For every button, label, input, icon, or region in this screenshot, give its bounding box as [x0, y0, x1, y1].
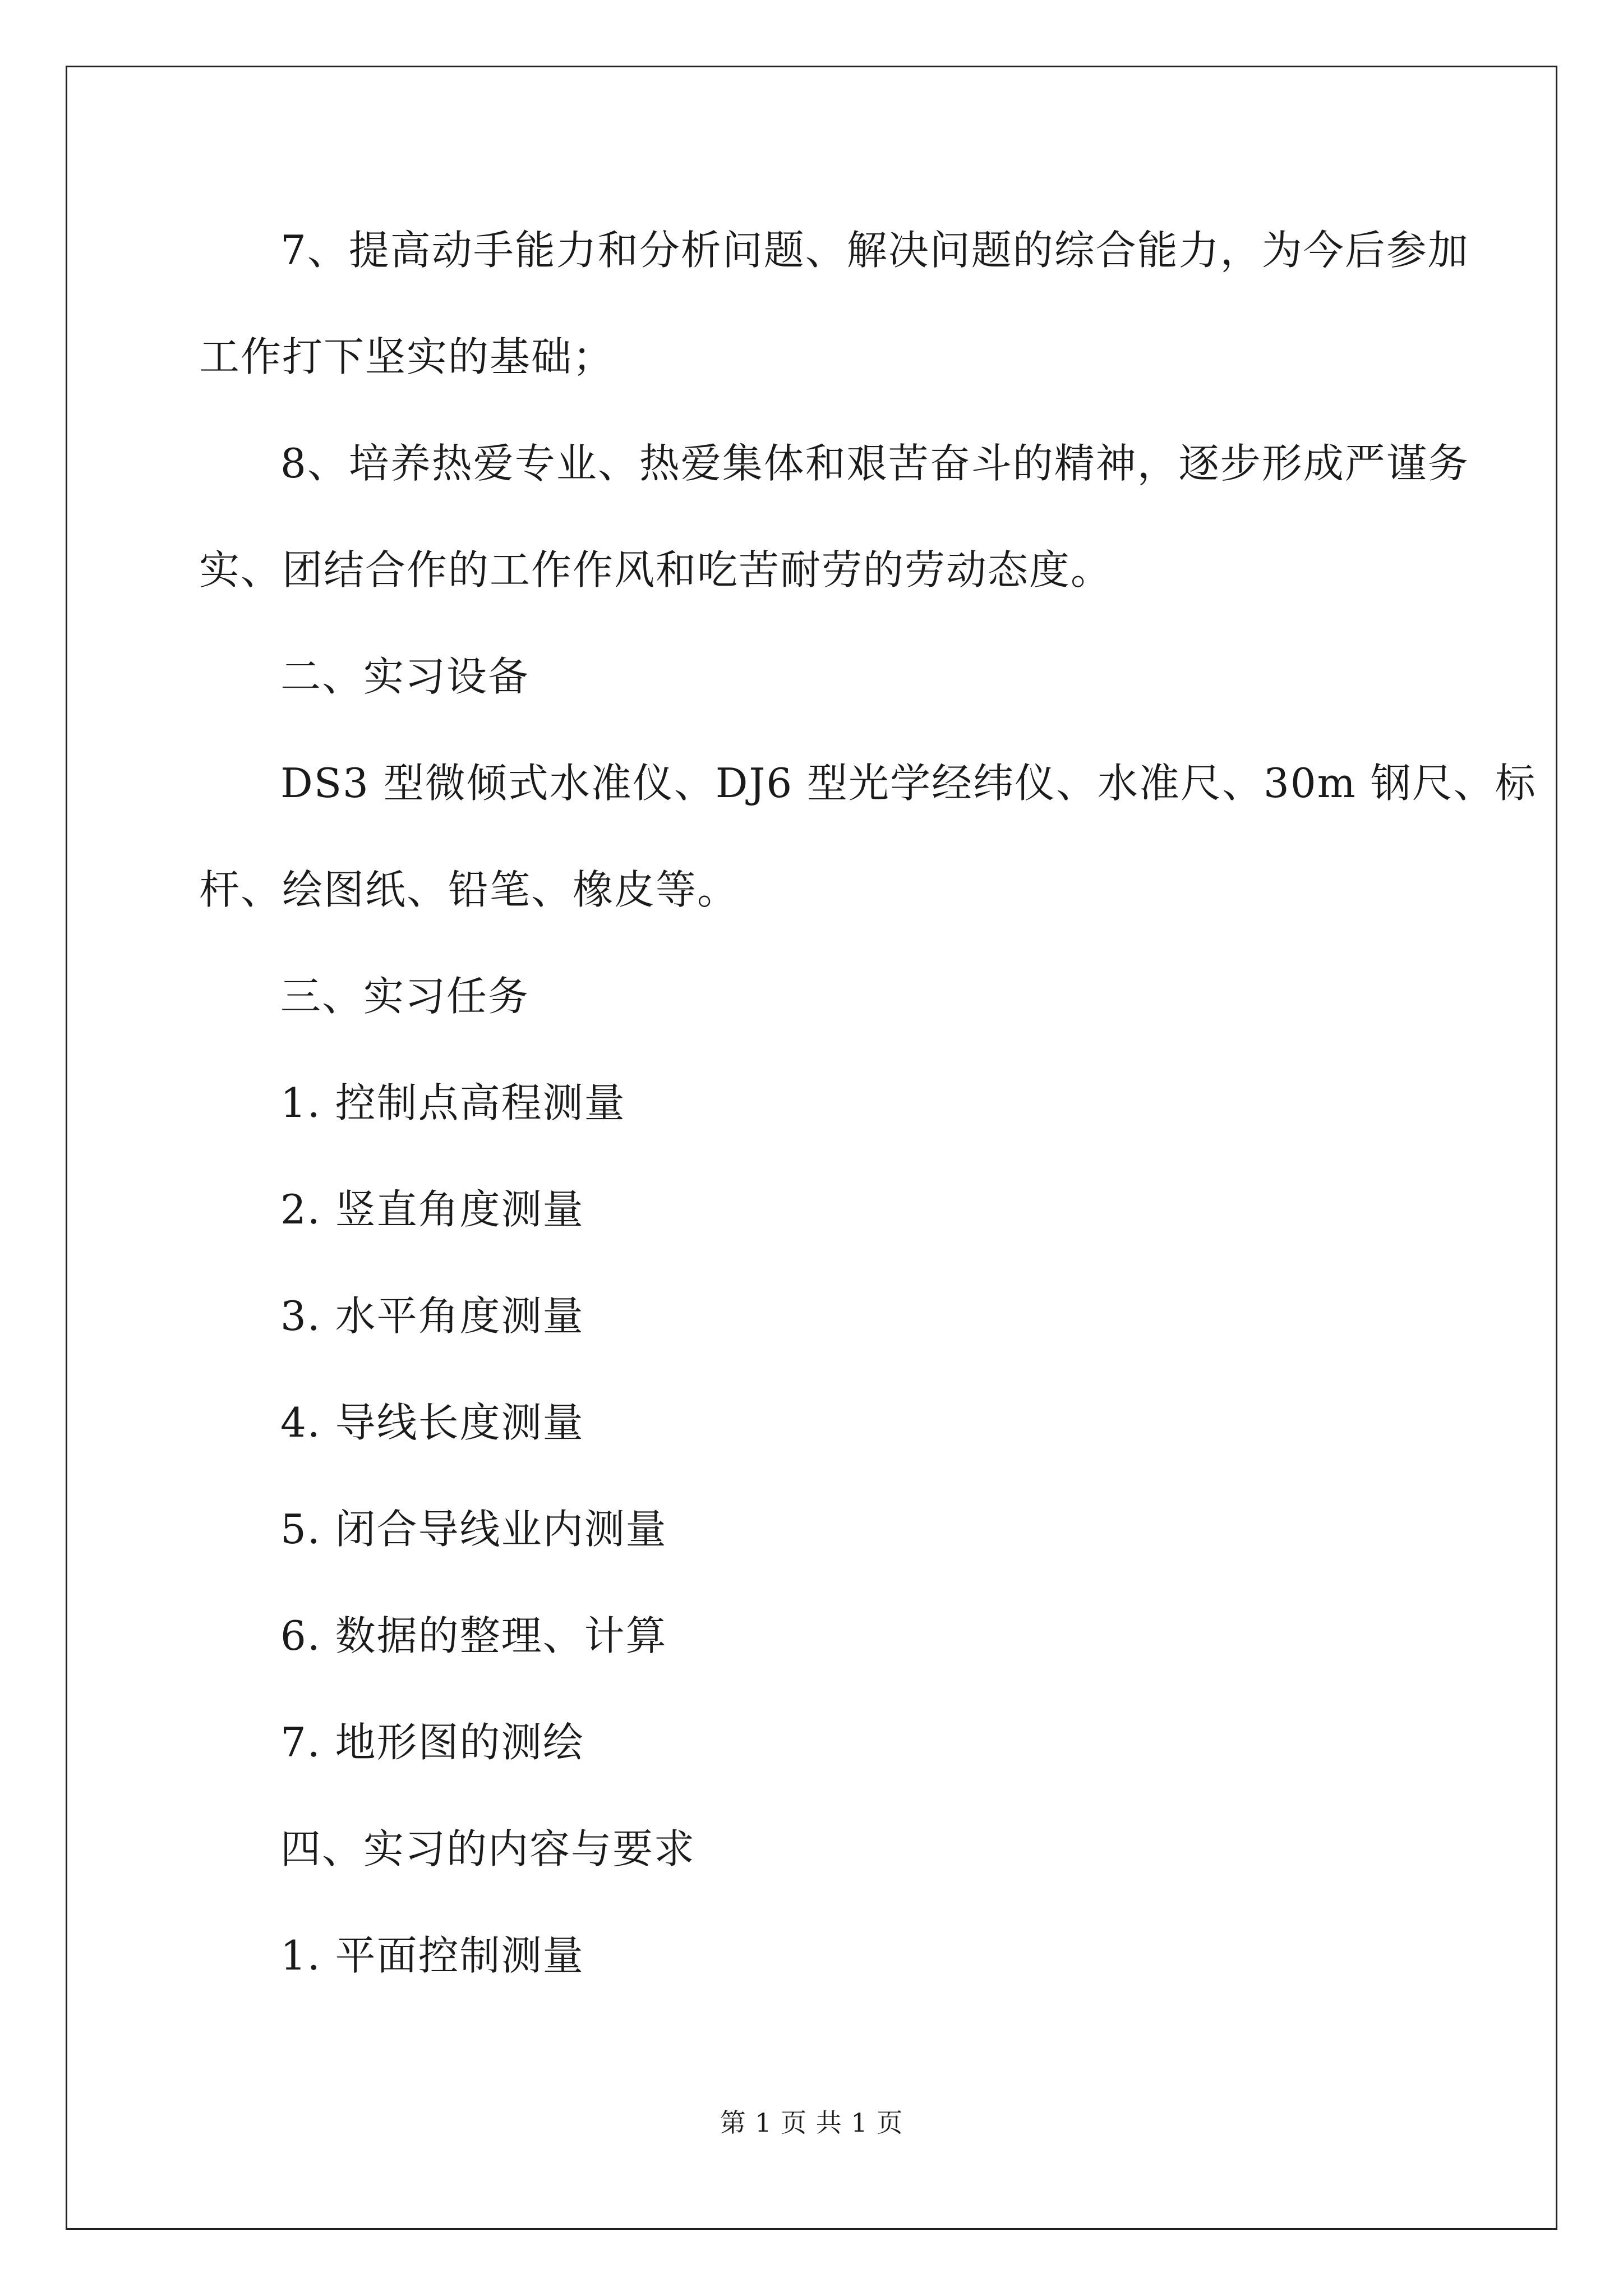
- list-item: 1. 平面控制测量: [280, 1932, 584, 1979]
- text-line: 工作打下坚实的基础；: [199, 333, 615, 380]
- list-item: 4. 导线长度测量: [280, 1399, 584, 1446]
- section-heading: 二、实习设备: [280, 653, 530, 700]
- page-border: [66, 66, 1557, 2230]
- list-item: 7. 地形图的测绘: [280, 1719, 584, 1766]
- section-heading: 三、实习任务: [280, 973, 530, 1020]
- text-line: DS3 型微倾式水准仪、DJ6 型光学经纬仪、水准尺、30m 钢尺、标: [280, 760, 1537, 807]
- text-line: 实、团结合作的工作作风和吃苦耐劳的劳动态度。: [199, 546, 1113, 593]
- list-item: 1. 控制点高程测量: [280, 1079, 626, 1126]
- page-footer: 第 1 页 共 1 页: [720, 2108, 903, 2138]
- section-heading: 四、实习的内容与要求: [280, 1825, 696, 1872]
- list-item: 5. 闭合导线业内测量: [280, 1506, 667, 1553]
- list-item: 6. 数据的整理、计算: [280, 1612, 667, 1659]
- list-item: 2. 竖直角度测量: [280, 1186, 584, 1233]
- list-item: 3. 水平角度测量: [280, 1292, 584, 1340]
- text-line: 7、提高动手能力和分析问题、解决问题的综合能力，为今后参加: [280, 227, 1469, 274]
- text-line: 杆、绘图纸、铅笔、橡皮等。: [199, 866, 739, 913]
- text-line: 8、培养热爱专业、热爱集体和艰苦奋斗的精神，逐步形成严谨务: [280, 440, 1469, 487]
